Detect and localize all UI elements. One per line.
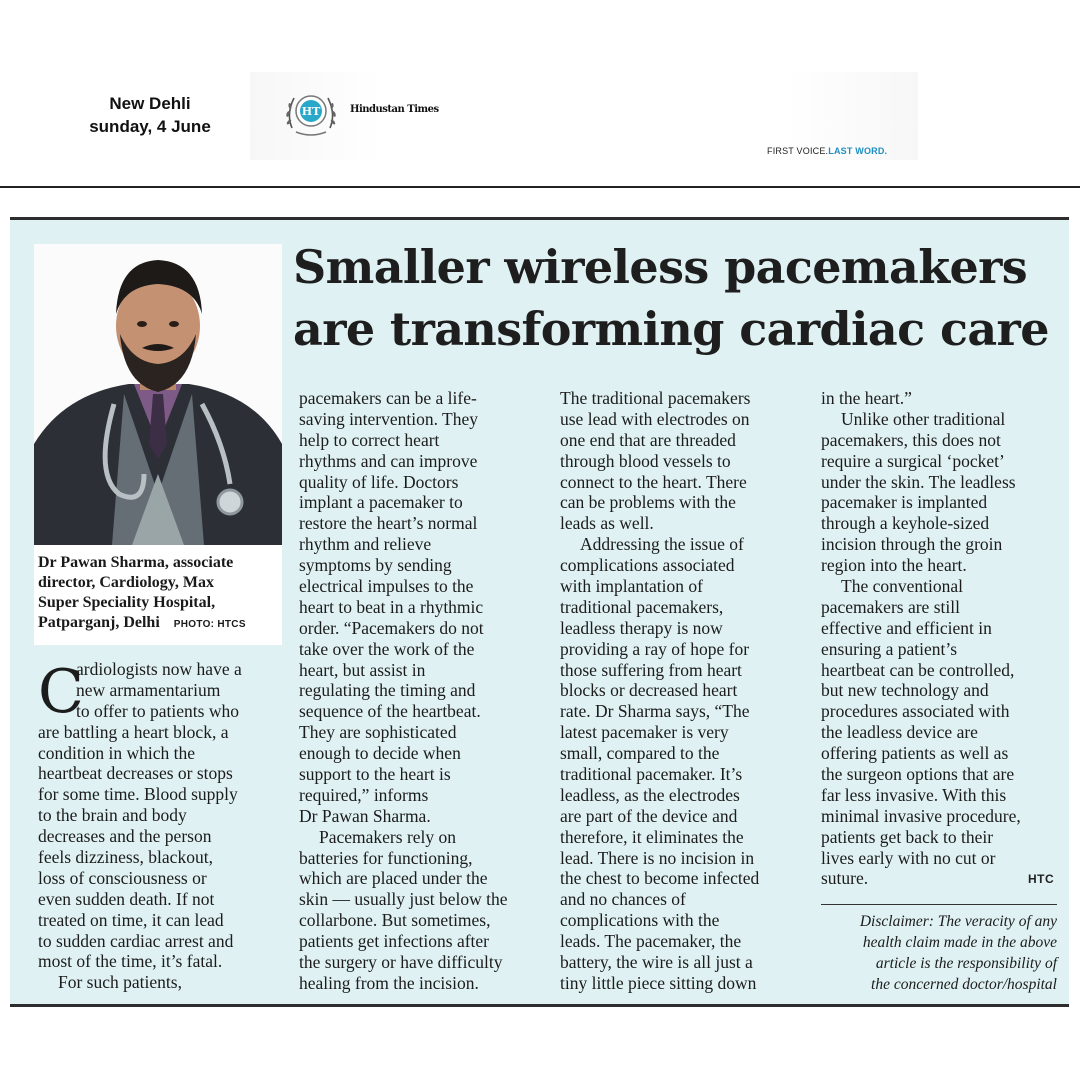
disclaimer-divider: [821, 904, 1057, 905]
text-line: rhythms and can improve: [299, 450, 478, 471]
text-line: restore the heart’s normal: [299, 513, 478, 534]
text-line: but new technology and: [821, 680, 989, 701]
text-line: rate. Dr Sharma says, “The: [560, 701, 750, 722]
headline-line: Smaller wireless pacemakers: [293, 240, 1028, 294]
text-line: implant a pacemaker to: [299, 492, 463, 513]
text-line: to the brain and body: [38, 805, 187, 826]
text-line: under the skin. The leadless: [821, 471, 1016, 492]
text-line: collarbone. But sometimes,: [299, 910, 491, 931]
text-line: the chest to become infected: [560, 868, 760, 889]
header-divider: [0, 186, 1080, 188]
text-line: batteries for functioning,: [299, 847, 473, 868]
masthead-tagline: [767, 146, 887, 157]
text-line: leads as well.: [560, 513, 654, 534]
caption-line: director, Cardiology, Max: [38, 574, 214, 591]
text-line: procedures associated with: [821, 701, 1010, 722]
text-line: suture.: [821, 868, 869, 889]
text-line: support to the heart is: [299, 764, 451, 785]
text-line: pacemakers are still: [821, 596, 960, 617]
text-line: latest pacemaker is very: [560, 722, 729, 743]
text-line: Dr Pawan Sharma.: [299, 805, 431, 826]
text-line: Addressing the issue of: [580, 534, 744, 555]
article-headline: [293, 236, 1063, 360]
disclaimer-line: the concerned doctor/hospital: [871, 976, 1057, 993]
dateline: [60, 92, 240, 138]
photo-caption: [34, 545, 282, 645]
text-line: one end that are threaded: [560, 429, 736, 450]
text-line: pacemaker is implanted: [821, 492, 988, 513]
text-line: heart, but assist in: [299, 659, 426, 680]
text-line: They are sophisticated: [299, 722, 457, 743]
text-line: The traditional pacemakers: [560, 388, 751, 408]
text-line: electrical impulses to the: [299, 576, 474, 597]
text-line: treated on time, it can lead: [38, 909, 224, 930]
caption-line: Patparganj, Delhi: [38, 614, 160, 631]
text-line: far less invasive. With this: [821, 784, 1007, 805]
text-line: traditional pacemakers,: [560, 596, 724, 617]
text-line: For such patients,: [58, 972, 182, 993]
text-line: for some time. Blood supply: [38, 784, 238, 805]
article-signoff: HTC: [1028, 872, 1055, 886]
disclaimer-line: Disclaimer: The veracity of any: [859, 913, 1057, 930]
text-line: use lead with electrodes on: [560, 408, 750, 429]
text-line: enough to decide when: [299, 743, 461, 764]
text-line: pacemakers can be a life-: [299, 388, 477, 408]
text-line: are battling a heart block, a: [38, 721, 229, 742]
text-line: blocks or decreased heart: [560, 680, 738, 701]
text-line: therefore, it eliminates the: [560, 826, 744, 847]
masthead-title: Hindustan Times: [350, 104, 439, 115]
text-line: providing a ray of hope for: [560, 638, 750, 659]
tagline-last: LAST WORD.: [828, 146, 888, 156]
text-line: new armamentarium: [76, 679, 221, 700]
article-column-1: [38, 659, 276, 993]
disclaimer-line: article is the responsibility of: [875, 955, 1057, 972]
text-line: region into the heart.: [821, 555, 967, 576]
text-line: order. “Pacemakers do not: [299, 617, 484, 638]
text-line: The conventional: [841, 576, 963, 597]
text-line: the surgery or have difficulty: [299, 952, 503, 973]
text-line: and no chances of: [560, 889, 686, 910]
text-line: traditional pacemaker. It’s: [560, 764, 743, 785]
text-line: the leadless device are: [821, 722, 978, 743]
text-line: require a surgical ‘pocket’: [821, 450, 1005, 471]
article-column-4: [821, 388, 1061, 889]
dateline-city: New Dehli: [109, 94, 191, 113]
doctor-photo: [34, 244, 282, 545]
caption-line: Dr Pawan Sharma, associate: [38, 554, 234, 571]
text-line: complications associated: [560, 555, 735, 576]
text-line: complications with the: [560, 910, 720, 931]
text-line: symptoms by sending: [299, 555, 452, 576]
text-line: effective and efficient in: [821, 617, 992, 638]
text-line: minimal invasive procedure,: [821, 805, 1021, 826]
text-line: Pacemakers rely on: [319, 826, 457, 847]
text-line: decreases and the person: [38, 826, 212, 847]
tagline-first: FIRST VOICE.: [767, 146, 829, 156]
text-line: take over the work of the: [299, 638, 475, 659]
caption-line: Super Speciality Hospital,: [38, 594, 216, 611]
text-line: heartbeat decreases or stops: [38, 763, 233, 784]
text-line: most of the time, it’s fatal.: [38, 951, 223, 972]
text-line: loss of consciousness or: [38, 867, 207, 888]
headline-line: are transforming cardiac care: [293, 302, 1049, 356]
text-line: heartbeat can be controlled,: [821, 659, 1015, 680]
text-line: patients get infections after: [299, 931, 489, 952]
text-line: to offer to patients who: [76, 700, 239, 721]
text-line: tiny little piece sitting down: [560, 972, 757, 993]
emblem-text: HT: [301, 105, 321, 118]
text-line: with implantation of: [560, 576, 703, 597]
text-line: condition in which the: [38, 742, 195, 763]
text-line: ensuring a patient’s: [821, 638, 958, 659]
disclaimer: [821, 911, 1057, 995]
text-line: leadless, as the electrodes: [560, 784, 740, 805]
text-line: incision through the groin: [821, 534, 1003, 555]
drop-cap: C: [38, 657, 84, 727]
text-line: lead. There is no incision in: [560, 847, 755, 868]
text-line: even sudden death. If not: [38, 888, 215, 909]
text-line: small, compared to the: [560, 743, 720, 764]
text-line: connect to the heart. There: [560, 471, 747, 492]
text-line: ardiologists now have a: [76, 659, 242, 679]
text-line: to sudden cardiac arrest and: [38, 930, 234, 951]
article-column-3: [560, 388, 800, 994]
text-line: saving intervention. They: [299, 408, 479, 429]
text-line: Unlike other traditional: [841, 408, 1006, 429]
text-line: leads. The pacemaker, the: [560, 931, 742, 952]
text-line: help to correct heart: [299, 429, 440, 450]
text-line: pacemakers, this does not: [821, 429, 1001, 450]
text-line: those suffering from heart: [560, 659, 742, 680]
text-line: healing from the incision.: [299, 972, 479, 993]
text-line: in the heart.”: [821, 388, 912, 408]
text-line: leadless therapy is now: [560, 617, 723, 638]
text-line: through blood vessels to: [560, 450, 731, 471]
text-line: quality of life. Doctors: [299, 471, 459, 492]
ht-emblem-icon: [282, 84, 340, 142]
text-line: lives early with no cut or: [821, 847, 996, 868]
text-line: can be problems with the: [560, 492, 736, 513]
text-line: sequence of the heartbeat.: [299, 701, 481, 722]
dateline-date: sunday, 4 June: [89, 117, 211, 136]
text-line: rhythm and relieve: [299, 534, 432, 555]
text-line: patients get back to their: [821, 826, 994, 847]
text-line: offering patients as well as: [821, 743, 1009, 764]
text-line: skin — usually just below the: [299, 889, 508, 910]
text-line: the surgeon options that are: [821, 764, 1015, 785]
text-line: heart to beat in a rhythmic: [299, 596, 484, 617]
text-line: feels dizziness, blackout,: [38, 847, 213, 868]
text-line: battery, the wire is all just a: [560, 952, 753, 973]
article-column-2: [299, 388, 539, 994]
text-line: regulating the timing and: [299, 680, 476, 701]
text-line: which are placed under the: [299, 868, 488, 889]
disclaimer-line: health claim made in the above: [862, 934, 1057, 951]
text-line: required,” informs: [299, 784, 429, 805]
text-line: through a keyhole-sized: [821, 513, 990, 534]
text-line: are part of the device and: [560, 805, 738, 826]
photo-credit: PHOTO: HTCS: [173, 619, 246, 630]
